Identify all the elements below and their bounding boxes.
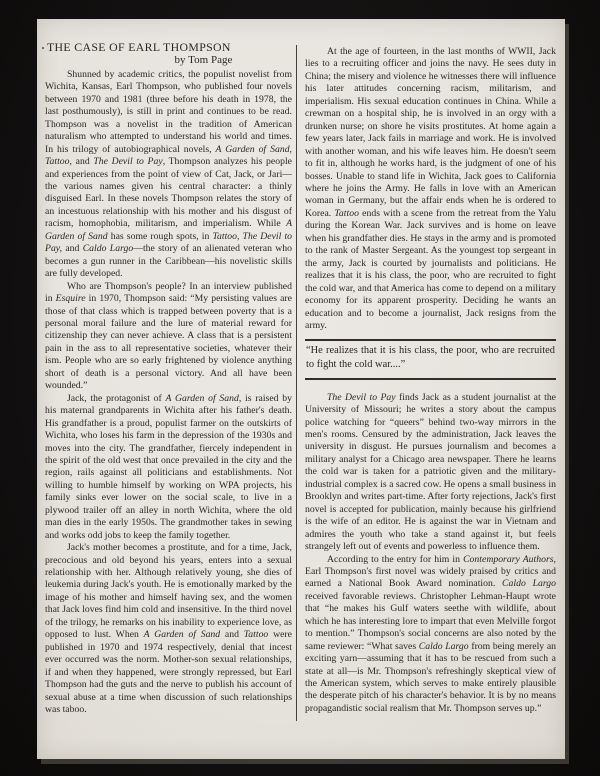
body-text: —the story of an alienated veteran who becomes a gun runner in the Caribbean—his novelistic skills are fully developed. — [45, 243, 292, 280]
book-title-text: A Garden of Sand — [45, 218, 292, 242]
document-page — [37, 19, 565, 759]
article-title: THE CASE OF EARL THOMPSON — [47, 40, 231, 54]
book-title-text: Tattoo, The Devil to Pay, — [45, 230, 293, 255]
body-text: received favorable reviews. Christopher Lehman-Haupt wrote that “he makes his Gulf waters seethe with wildlife, about which he has interesting lore to impart that even Melville forgot to mention.” Thompson's social concerns are also noted by the same reviewer: “What saves — [305, 590, 556, 652]
body-text: has some rough spots, in — [107, 230, 213, 242]
scan-speck — [42, 47, 44, 49]
body-text: from being merely an exciting yarn—assuming that it has to be rescued from such a state at all—is Mr. Thompson's refreshingly skeptical view of the American system, which serves to make entirely plausible the desperate pitch of his character's behavior. It is by no means propagandistic social realism that Mr. Thompson serves up.” — [305, 640, 556, 714]
left-column — [45, 19, 292, 716]
body-text: and — [71, 156, 94, 168]
book-title-text: Caldo Largo — [502, 578, 556, 590]
book-title-text: Tattoo — [334, 207, 359, 219]
body-text: in 1970, Thompson said: “My persisting values are those of that class which is trapped between poverty that is a personal moral failure and the lure of material reward for citizenship they can never achieve. A class that is a persistent pain in the ass to all representative societies, whatever their ism. People who are so early frightened by violence anything short of death is a personal victory. And all have been wounded.” — [45, 293, 292, 392]
article-byline: by Tom Page — [174, 54, 233, 67]
body-text: and — [62, 243, 83, 255]
book-title-text: A Garden of Sand, Tattoo, — [45, 143, 292, 168]
body-text: and — [220, 629, 244, 641]
body-text: , Earl Thompson's first novel was widely praised by critics and earned a National Book Award nomination. — [305, 553, 556, 590]
paragraph — [45, 69, 292, 281]
right-paragraphs-before-quote — [305, 46, 556, 332]
body-text: , Thompson analyzes his people and experiences from the point of view of Cat, Jack, or Jari—the various names given his central character: a thinly disguised Earl. In these novels Thompson relates the story of an incestuous relationship with his mother and his disgust of racism, homophobia, militarism, and imperialism. While — [45, 156, 292, 230]
right-column — [305, 19, 556, 715]
body-text: finds Jack as a student journalist at the University of Missouri; he writes a story about the campus police watching for “queers” behind two-way mirrors in the men's rooms. Censured by the administration, Jack leaves the university in disgust. He pursues journalism and becomes a military analyst for a Chicago area newspaper. There he learns the cold war is taken for a patriotic given and the military-industrial complex is a sacred cow. He opens a small business in Brooklyn and writes part-time. After forty rejections, Jack's first novel is accepted for publication, mainly because his girlfriend is the wife of an editor. He is against the war in Vietnam and admires the youth who take a stand against it, but feels strangely left out of events and powerless to influence them. — [305, 391, 556, 553]
book-title-text: A Garden of Sand — [143, 629, 221, 641]
body-text: Jack, the protagonist of — [67, 392, 166, 404]
body-text: At the age of fourteen, in the last months of WWII, Jack lies to a recruiting officer and joins the navy. He sees duty in China; the misery and violence he witnesses there will influence his later attitudes concerning racism, militarism, and imperialism. His sexual education continues in China. While a crewman on a hospital ship, he is involved in an orgy with a drunken nurse; on shore he visits prostitutes. At home again a few years later, Jack fails in marriage and work. He is involved with another woman, and his wife leaves him. He doesn't seem to fit in, although he works hard, is the judgment of one of his bosses. Unable to stand life in Wichita, Jack goes to California where he joins the Army. He falls in love with an American woman in Germany, but the affair ends when he is ordered to Korea. — [305, 46, 556, 219]
book-title-text: Esquire — [55, 293, 86, 305]
paragraph — [45, 281, 292, 393]
paragraph — [305, 554, 556, 716]
paragraph — [305, 392, 556, 554]
book-title-text: Contemporary Authors — [463, 553, 554, 565]
pull-quote: “He realizes that it is his class, the poor, who are recruited to fight the cold war....” — [305, 339, 556, 379]
book-title-text: Caldo Largo — [418, 640, 469, 652]
body-text: According to the entry for him in — [327, 553, 464, 565]
body-text: Jack's mother becomes a prostitute, and for a time, Jack, precocious and old beyond his years, enters into a sexual relationship with her. Although relatively young, she dies of leukemia during Jack's youth. He is emotionally marked by the image of his mother and himself having sex, and the women that Jack loves find him cold and insensitive. In the third novel of the trilogy, he remarks on his inability to experience love, as opposed to lust. When — [45, 542, 292, 641]
book-title-text: A Garden of Sand — [165, 392, 239, 404]
body-text: Who are Thompson's people? In an interview published in — [45, 280, 292, 305]
body-text: ends with a scene from the retreat from the Yalu during the Korean War. Jack survives and is home on leave when his grandfather dies. He stays in the army and is promoted to the rank of Master Sergeant. As the youngest top sergeant in the army, Jack is courted by journalists and politicians. He realizes that it is his class, the poor, who are recruited to fight the cold war, and that America has come to depend on a military economy for its apparent prosperity. Deciding he wants an education and to become a journalist, Jack resigns from the army. — [305, 207, 556, 331]
paragraph — [45, 542, 292, 716]
book-title-text: The Devil to Pay — [327, 391, 396, 403]
column-divider-rule — [296, 45, 297, 721]
book-title-text: Caldo Largo — [82, 243, 134, 255]
paragraph — [305, 46, 556, 332]
paragraph — [45, 393, 292, 542]
body-text: , is raised by his maternal grandparents in Wichita after his father's death. His grandfather is a proud, populist farmer on the outskirts of Wichita, who loses his farm in the depression of the 1930s and moves into the city. The grandfather, fiercely independent in the spirit of the old west that once prevailed in the city and the region, rails against all politicians and establishments. Not willing to humble himself by working on WPA projects, his family sinks ever lower on the social scale, to live in a plywood trailer off an alley in north Wichita, where the old man dies in the early 1950s. The grandmother takes in sewing and works odd jobs to keep the family together. — [45, 392, 292, 541]
book-title-text: The Devil to Pay — [93, 156, 163, 168]
body-text: Shunned by academic critics, the populist novelist from Wichita, Kansas, Earl Thompson, who published four novels between 1970 and 1981 (three before his death in 1978, the last posthumously), is still in print and continues to be read. Thompson was a novelist in the tradition of American naturalism who attempted to understand his world and times. In his trilogy of autobiographical novels, — [45, 68, 292, 155]
left-column-paragraphs — [45, 69, 292, 717]
book-title-text: Tattoo — [243, 629, 269, 641]
right-paragraphs-after-quote — [305, 392, 556, 716]
body-text: were published in 1970 and 1974 respectively, denial that incest ever occurred was the norm. Mother-son sexual relationships, if and when they happened, were strongly repressed, but Earl Thompson had the guts and the nerve to publish his account of sexual abuse at a time when discussion of such relationships was taboo. — [45, 629, 292, 716]
